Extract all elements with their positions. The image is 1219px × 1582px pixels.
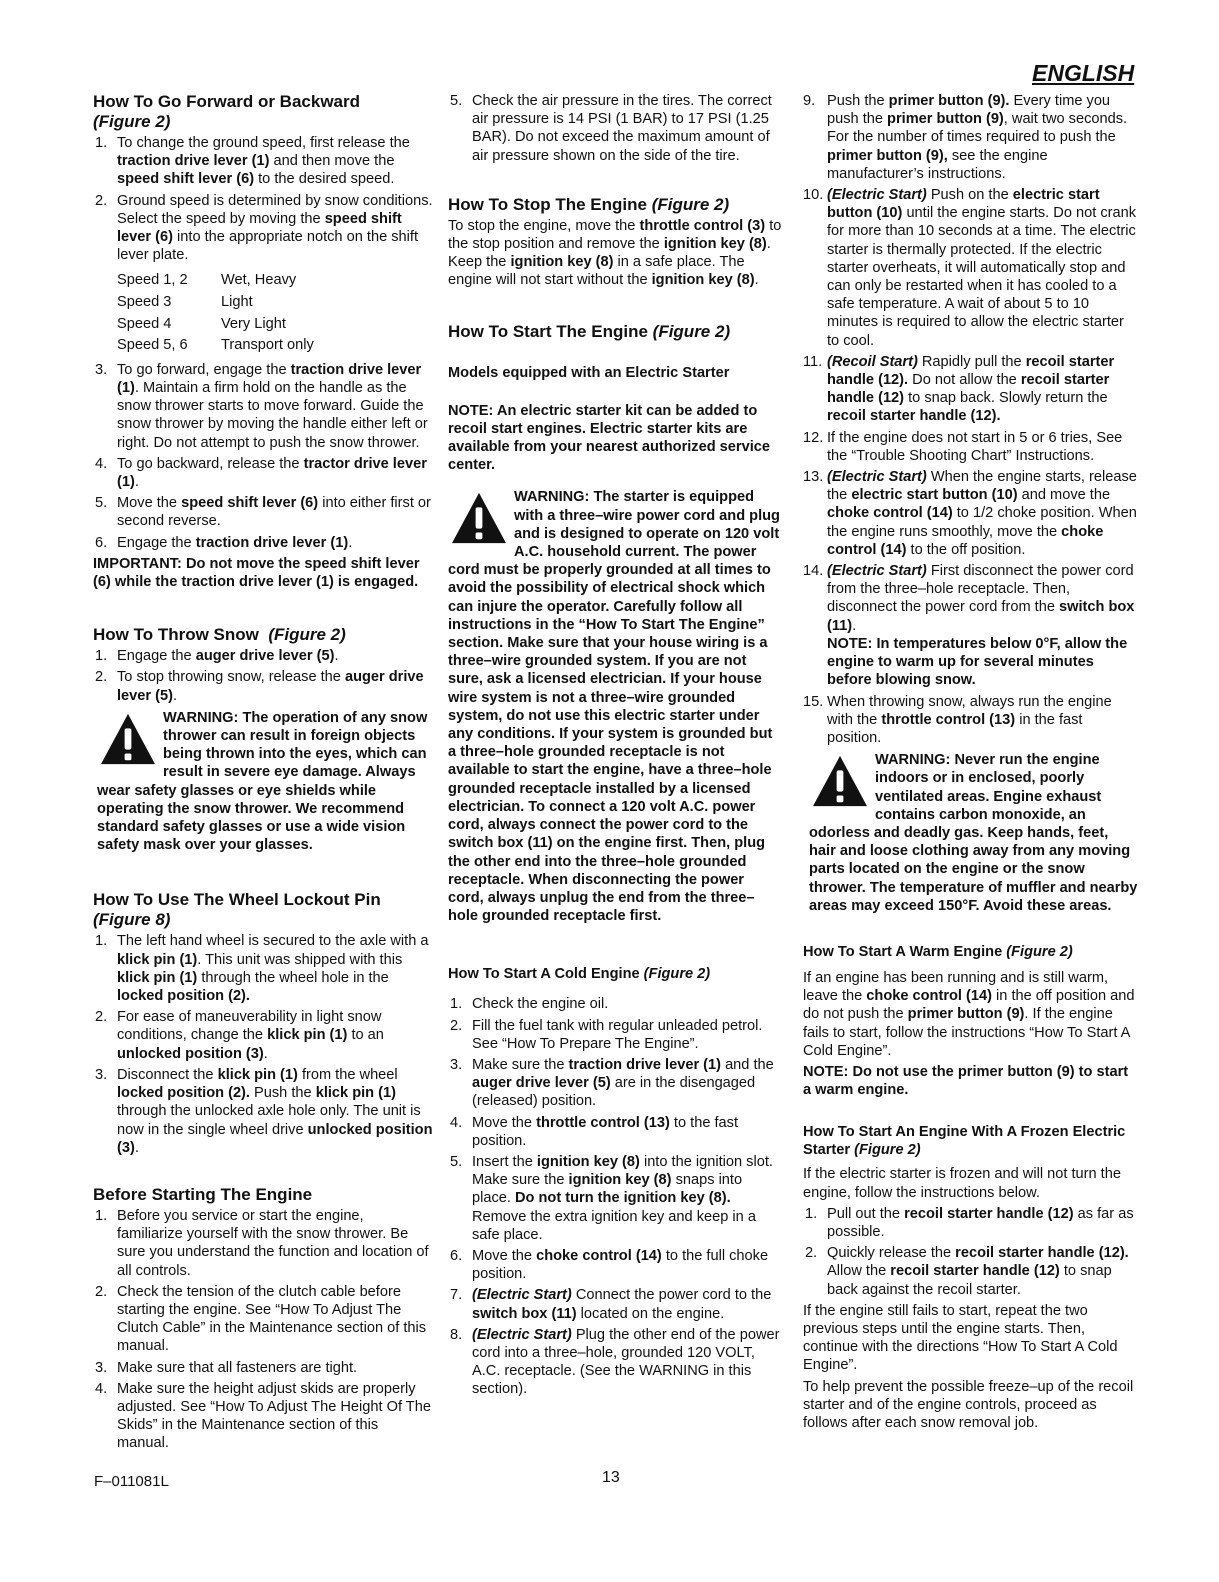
section-title-stop: How To Stop The Engine (Figure 2) xyxy=(448,194,730,214)
warning-icon xyxy=(450,491,508,545)
section-title-lockout: How To Use The Wheel Lockout Pin (Figure 8) xyxy=(93,890,381,930)
list-item: 7. (Electric Start) Connect the power cord to the switch box (11) located on the engine. xyxy=(450,1287,772,1322)
before-steps-continued xyxy=(448,92,783,165)
list-item: 2. To stop throwing snow, release the auger drive lever (5). xyxy=(95,669,424,704)
cold-steps-continued xyxy=(803,92,1138,747)
temperature-note: NOTE: In temperatures below 0°F, allow the engine to warm up for several minutes before blowing snow. xyxy=(827,635,1128,689)
column-middle xyxy=(448,92,783,1402)
list-item: 10. (Electric Start) Push on the electric start button (10) until the engine starts. Do not crank for more than 10 seconds at a time. The electric starter is thermally protected. If the electric starter overheats, it will automatically stop and can only be restarted when it has cooled to a safe temperature. A wait of about 5 to 10 minutes is required to allow the electric starter to cool. xyxy=(803,187,1137,349)
list-item: 5. Move the speed shift lever (6) into either first or second reverse. xyxy=(95,495,431,530)
list-item: 3. To go forward, engage the traction drive lever (1). Maintain a firm hold on the handle as the snow thrower starts to move forward. Guide the snow thrower by moving the handle either left or right. Do not attempt to push the snow thrower. xyxy=(95,361,428,451)
warning-eye: WARNING: The operation of any snow thrower can result in foreign objects being thrown into the eyes, which can result in severe eye damage. Always wear safety glasses or eye shields while operating the snow thrower. We recommend standard safety glasses or use a wide vision safety mask over your glasses. xyxy=(97,709,428,854)
list-item: 4. Move the throttle control (13) to the fast position. xyxy=(450,1114,739,1149)
document-code: F–011081L xyxy=(94,1473,169,1490)
speed-row: Speed 3 Light xyxy=(117,294,253,311)
before-steps xyxy=(93,1207,433,1453)
section-title-forward: How To Go Forward or Backward (Figure 2) xyxy=(93,92,360,131)
list-item: 1. Pull out the recoil starter handle (12) as far as possible. xyxy=(805,1205,1134,1240)
list-item: 1. Engage the auger drive lever (5). xyxy=(95,648,339,665)
section-title-warm: How To Start A Warm Engine (Figure 2) xyxy=(803,943,1073,960)
list-item: 6. Move the choke control (14) to the full choke position. xyxy=(450,1247,769,1283)
list-item: 14. (Electric Start) First disconnect the power cord from the three–hole receptacle. Then, disconnect the power cord from the switch box (11). NOTE: In temperatures below 0°F, allow the engine to warm up for several minutes before blowing snow. xyxy=(803,563,1135,689)
cold-steps xyxy=(448,995,783,1398)
page-number: 13 xyxy=(602,1469,620,1486)
column-left xyxy=(93,92,433,1456)
list-item: 2. For ease of maneuverability in light snow conditions, change the klick pin (1) to an unlocked position (3). xyxy=(95,1009,384,1062)
list-item: 9. Push the primer button (9). Every time you push the primer button (9), wait two seconds. For the number of times required to push the primer button (9), see the engine manufacturer’s instructions. xyxy=(803,93,1128,182)
section-title-before: Before Starting The Engine xyxy=(93,1184,313,1204)
section-title-cold: How To Start A Cold Engine (Figure 2) xyxy=(448,966,711,983)
forward-steps xyxy=(93,134,433,552)
list-item: 4. To go backward, release the tractor drive lever (1). xyxy=(95,455,427,491)
frozen-steps xyxy=(803,1205,1138,1299)
list-item: 1. Check the engine oil. xyxy=(450,996,609,1013)
list-item: 15. When throwing snow, always run the engine with the throttle control (13) in the fast position. xyxy=(803,693,1112,746)
list-item: 13. (Electric Start) When the engine starts, release the electric start button (10) and move the choke control (14) to 1/2 choke position. When the engine runs smoothly, move the choke control (14) to the off position. xyxy=(803,469,1137,558)
list-item: 1. The left hand wheel is secured to the axle with a klick pin (1). This unit was shipped with this klick pin (1) through the wheel hole in the locked position (2). xyxy=(95,933,429,1005)
list-item: 8. (Electric Start) Plug the other end of the power cord into a three–hole, grounded 120 VOLT, A.C. receptacle. (See the WARNING in this section). xyxy=(450,1326,780,1398)
important-note: IMPORTANT: Do not move the speed shift lever (6) while the traction drive lever (1) is engaged. xyxy=(93,555,420,591)
frozen-paragraph: If the engine still fails to start, repeat the two previous steps until the engine starts. Then, continue with the directions “How To Start A Cold Engine”. xyxy=(803,1302,1118,1374)
list-item: 1. To change the ground speed, first release the traction drive lever (1) and then move the speed shift lever (6) to the desired speed. xyxy=(95,135,410,188)
speed-row: Speed 1, 2 Wet, Heavy xyxy=(117,272,297,289)
warning-exhaust: WARNING: Never run the engine indoors or in enclosed, poorly ventilated areas. Engine exhaust contains carbon monoxide, an odorless and deadly gas. Keep hands, feet, hair and loose clothing away from any moving parts located on the engine or the snow thrower. The temperature of muffler and nearby areas may exceed 150°F. Avoid these areas. xyxy=(809,752,1138,914)
warm-note: NOTE: Do not use the primer button (9) to start a warm engine. xyxy=(803,1063,1129,1099)
list-item: 5. Check the air pressure in the tires. The correct air pressure is 14 PSI (1 BAR) to 17 PSI (1.25 BAR). Do not exceed the maximum amount of air pressure shown on the side of the tire. xyxy=(450,93,772,164)
list-item: 5. Insert the ignition key (8) into the ignition slot. Make sure the ignition key (8) snaps into place. Do not turn the ignition key (8). Remove the extra ignition key and keep in a safe place. xyxy=(450,1153,773,1243)
list-item: 2. Ground speed is determined by snow conditions. Select the speed by moving the speed shift lever (6) into the appropriate notch on the shift lever plate. Speed 1, 2 Wet, Heavy Speed 3 Light Speed 4 Very Light Speed 5, 6 Transport only xyxy=(93,192,433,357)
list-item: 6. Engage the traction drive lever (1). xyxy=(95,534,353,551)
warning-electric: WARNING: The starter is equipped with a three–wire power cord and plug and is designed to operate on 120 volt A.C. household current. The power cord must be properly grounded at all times to avoid the possibility of electrical shock which can injure the operator. Carefully follow all instructions in the “How To Start The Engine” section. Make sure that your house wiring is a three–wire grounded system. If you are not sure, ask a licensed electrician. If your house wire system is not a three–wire grounded system, do not use this electric starter under any conditions. If your system is grounded but a three–hole grounded receptacle is not available to start the engine, have a three–hole grounded receptacle installed by a licensed electrician. To connect a 120 volt A.C. power cord, always connect the power cord to the switch box (11) on the engine first. Then, plug the other end into the three–hole grounded receptacle. When disconnecting the power cord, always unplug the end from the three–hole grounded receptacle first. xyxy=(448,489,780,925)
column-right xyxy=(803,92,1138,1435)
list-item: 3. Make sure that all fasteners are tight. xyxy=(95,1359,358,1376)
speed-row: Speed 4 Very Light xyxy=(117,315,286,332)
list-item: 2. Fill the fuel tank with regular unleaded petrol. See “How To Prepare The Engine”. xyxy=(450,1017,763,1052)
warning-icon xyxy=(811,754,869,808)
list-item: 4. Make sure the height adjust skids are properly adjusted. See “How To Adjust The Height Of The Skids” in the Maintenance section of this manual. xyxy=(95,1380,431,1452)
list-item: 3. Disconnect the klick pin (1) from the wheel locked position (2). Push the klick pin (1) through the unlocked axle hole only. The unit is now in the single wheel drive unlocked position (3). xyxy=(95,1066,433,1156)
frozen-paragraph: To help prevent the possible freeze–up of the recoil starter and of the engine controls, proceed as follows after each snow removal job. xyxy=(803,1378,1134,1431)
warm-paragraph: If an engine has been running and is still warm, leave the choke control (14) in the off position and do not push the primer button (9). If the engine fails to start, follow the instructions “How To Start A Cold Engine”. xyxy=(803,969,1135,1059)
warning-icon xyxy=(99,712,157,766)
section-title-start: How To Start The Engine (Figure 2) xyxy=(448,321,731,341)
language-label: ENGLISH xyxy=(1032,60,1135,86)
list-item: 1. Before you service or start the engine, familiarize yourself with the snow thrower. Be sure you understand the function and location of all controls. xyxy=(95,1207,429,1279)
list-item: 2. Quickly release the recoil starter handle (12). Allow the recoil starter handle (12) to snap back against the recoil starter. xyxy=(805,1245,1129,1298)
speed-row: Speed 5, 6 Transport only xyxy=(117,337,314,354)
list-item: 3. Make sure the traction drive lever (1) and the auger drive lever (5) are in the disengaged (released) position. xyxy=(450,1056,774,1110)
frozen-intro: If the electric starter is frozen and will not turn the engine, follow the instructions below. xyxy=(803,1166,1121,1201)
throw-steps xyxy=(93,647,433,705)
starter-note: NOTE: An electric starter kit can be added to recoil start engines. Electric starter kits are available from your nearest authorized service center. xyxy=(448,402,771,474)
list-item: 11. (Recoil Start) Rapidly pull the recoil starter handle (12). Do not allow the recoil starter handle (12) to snap back. Slowly return the recoil starter handle (12). xyxy=(803,353,1115,425)
lockout-steps xyxy=(93,932,433,1156)
list-item: 2. Check the tension of the clutch cable before starting the engine. See “How To Adjust The Clutch Cable” in the Maintenance section of this manual. xyxy=(95,1283,427,1355)
stop-paragraph: To stop the engine, move the throttle control (3) to the stop position and remove the ignition key (8). Keep the ignition key (8) in a safe place. The engine will not start without the ignition key (8). xyxy=(448,217,782,289)
list-item: 12. If the engine does not start in 5 or 6 tries, See the “Trouble Shooting Chart” Instructions. xyxy=(803,429,1123,464)
models-subtitle: Models equipped with an Electric Starter xyxy=(448,364,730,381)
speed-table xyxy=(117,270,433,356)
section-title-throw: How To Throw Snow (Figure 2) xyxy=(93,625,346,645)
section-title-frozen: How To Start An Engine With A Frozen Electric Starter (Figure 2) xyxy=(803,1124,1126,1159)
